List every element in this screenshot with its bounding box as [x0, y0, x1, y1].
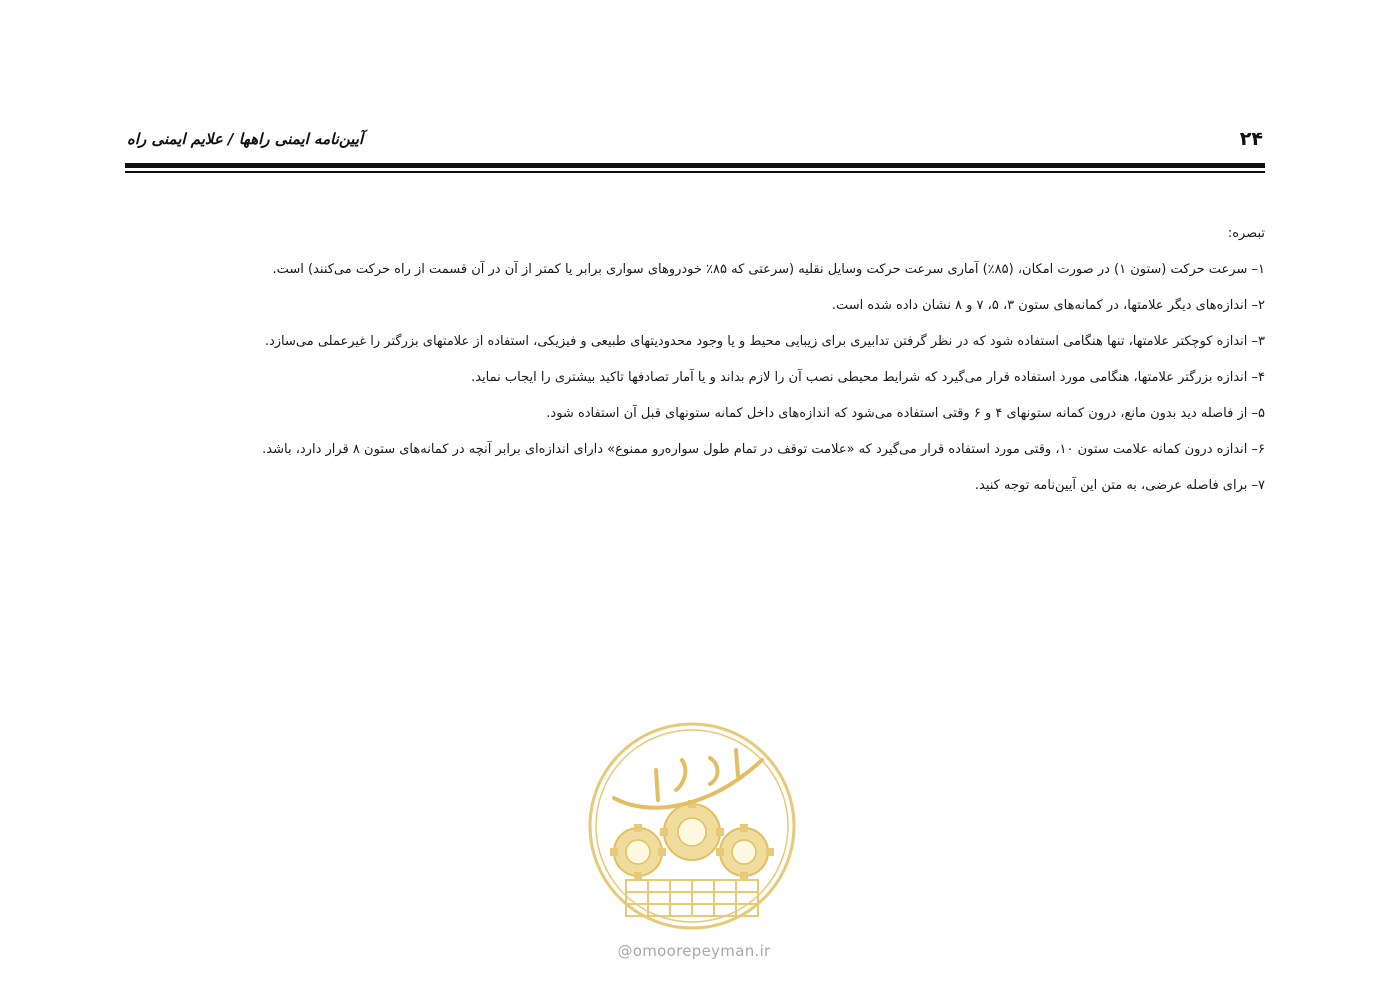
watermark-url: @omoorepeyman.ir — [617, 942, 771, 960]
page-number: ۲۴ — [1239, 128, 1263, 150]
note-item: ۵– از فاصله دید بدون مانع، درون کمانه ستونهای ۴ و ۶ وقتی استفاده می‌شود که اندازه‌های داخل کمانه ستونهای قبل آن استفاده شود. — [546, 406, 1265, 421]
header-rule-thick — [125, 163, 1265, 168]
header-rule-thin — [125, 171, 1265, 173]
note-item: ۷– برای فاصله عرضی، به متن این آیین‌نامه توجه کنید. — [974, 478, 1265, 493]
document-title: آیین‌نامه ایمنی راهها / علایم ایمنی راه — [127, 130, 364, 148]
watermark-logo — [586, 720, 798, 932]
note-item: ۴– اندازه بزرگتر علامتها، هنگامی مورد استفاده قرار می‌گیرد که شرایط محیطی نصب آن را لازم بداند و یا آمار تصادفها تاکید بیشتری را ایجاب نماید. — [471, 370, 1265, 385]
note-item: ۶– اندازه درون کمانه علامت ستون ۱۰، وقتی مورد استفاده قرار می‌گیرد که «علامت توقف در تمام طول سواره‌رو ممنوع» دارای اندازه‌ای برابر آنچه در کمانه‌های ستون ۸ قرار دارد، باشد. — [262, 442, 1265, 457]
notes-heading: تبصره: — [1227, 226, 1265, 241]
notes-section — [125, 216, 1265, 504]
note-item: ۳– اندازه کوچکتر علامتها، تنها هنگامی استفاده شود که در نظر گرفتن تدابیری برای زیبایی محیط و یا وجود محدودیتهای طبیعی و فیزیکی، استفاده از علامتهای بزرگتر را غیرعملی می‌سازد. — [264, 334, 1265, 349]
note-item: ۱– سرعت حرکت (ستون ۱) در صورت امکان، (۸۵٪) آماری سرعت حرکت وسایل نقلیه (سرعتی که ۸۵٪ خودروهای سواری برابر یا کمتر از آن در آن قسمت از راه حرکت می‌کنند) است. — [272, 262, 1265, 277]
page-header — [125, 128, 1265, 158]
note-item: ۲– اندازه‌های دیگر علامتها، در کمانه‌های ستون ۳، ۵، ۷ و ۸ نشان داده شده است. — [831, 298, 1265, 313]
